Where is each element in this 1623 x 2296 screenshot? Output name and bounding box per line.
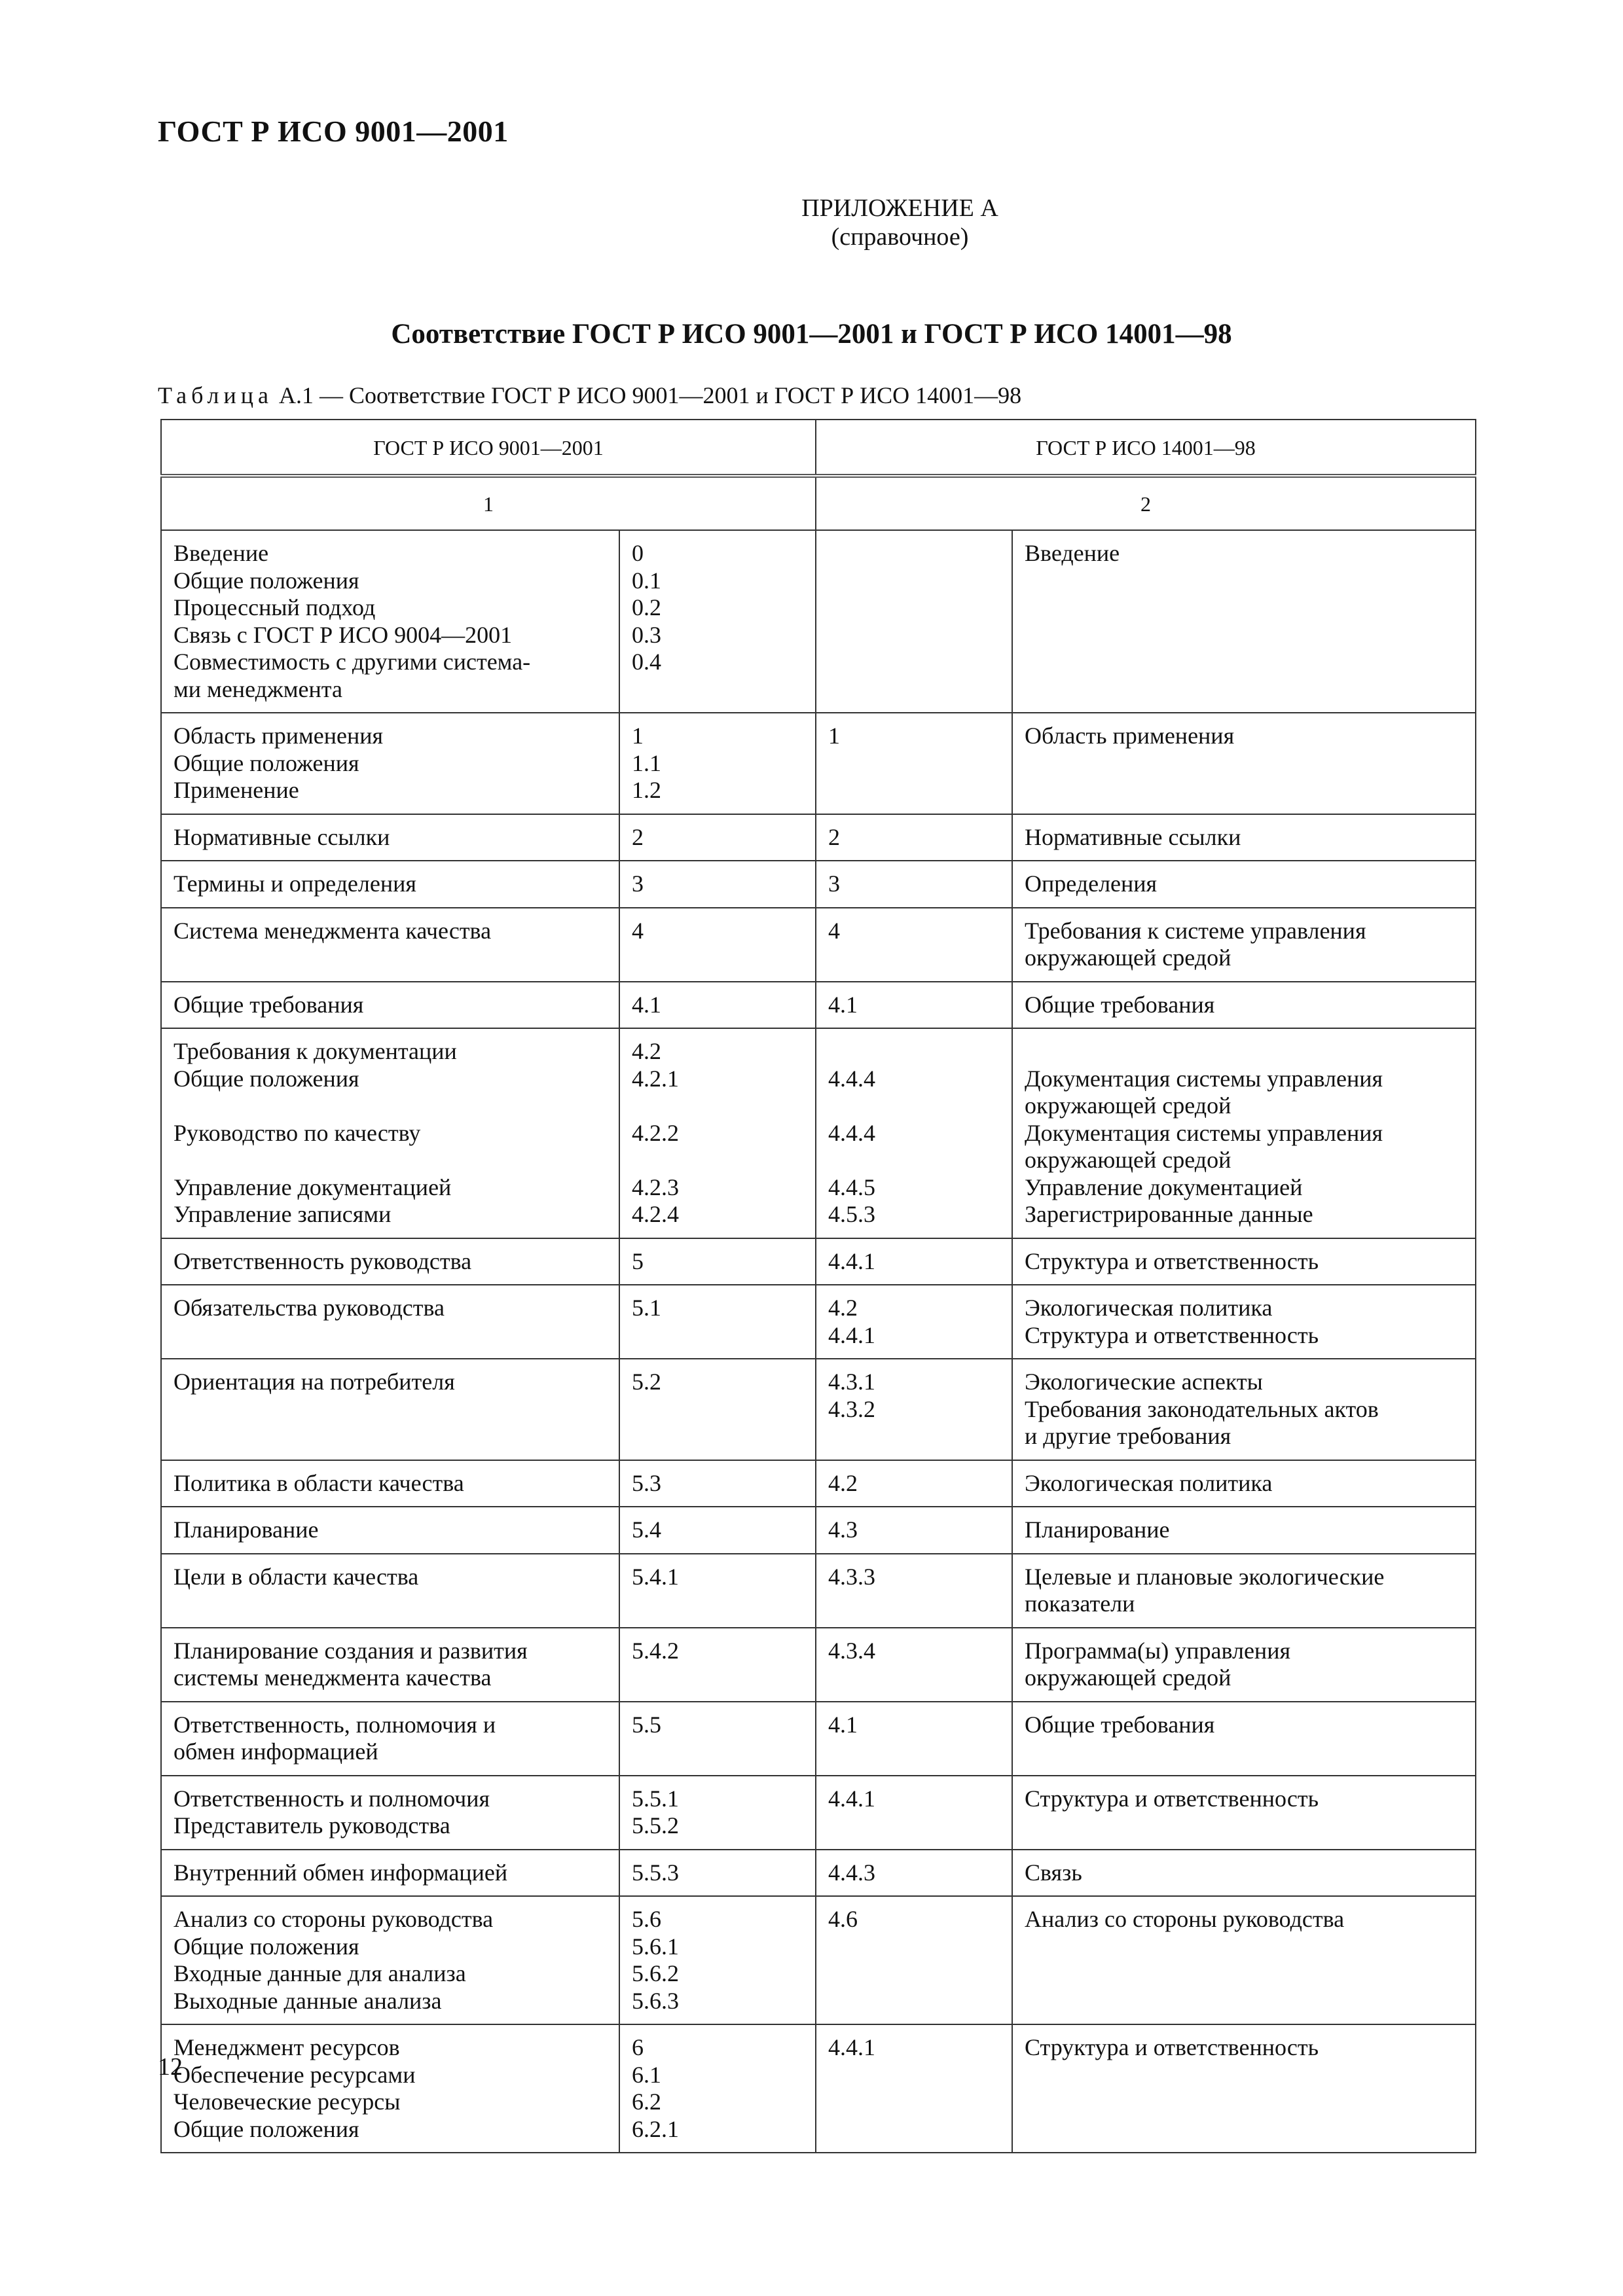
gost-14001-clause-name: Область применения <box>1025 723 1235 749</box>
gost-9001-clause-number: 5 <box>632 1247 644 1274</box>
gost-9001-clause-number-cell <box>619 1285 816 1359</box>
gost-14001-clause-number-cell <box>816 1850 1012 1897</box>
gost-14001-clause-name: Экологическая политика <box>1025 1469 1273 1496</box>
table-row <box>161 1460 1476 1507</box>
gost-9001-clause-name: Ответственность руководства <box>173 1247 472 1274</box>
gost-9001-clause-number: 5.4.1 <box>632 1563 679 1590</box>
gost-14001-clause-name: Документация системы управления <box>1025 1065 1383 1092</box>
gost-9001-clause-number: 5.6.2 <box>632 1960 679 1986</box>
appendix-subtitle: (справочное) <box>831 223 969 251</box>
gost-14001-clause-name: Целевые и плановые экологические <box>1025 1563 1385 1590</box>
gost-9001-clause-name: Нормативные ссылки <box>173 823 390 850</box>
gost-14001-clause-name-cell <box>1012 1554 1476 1628</box>
gost-14001-clause-name-cell <box>1012 2024 1476 2153</box>
header-gost-9001: ГОСТ Р ИСО 9001—2001 <box>161 420 816 476</box>
gost-9001-clause-number: 5.3 <box>632 1469 661 1496</box>
gost-14001-clause-name: Требования законодательных актов <box>1025 1395 1379 1422</box>
table-row <box>161 1359 1476 1460</box>
gost-9001-clause-name-cell <box>161 861 619 908</box>
table-row <box>161 1507 1476 1554</box>
gost-9001-clause-name: Общие положения <box>173 567 359 594</box>
gost-14001-clause-number: 4.4.1 <box>828 1321 876 1348</box>
table-row <box>161 1628 1476 1702</box>
gost-9001-clause-number-cell <box>619 1359 816 1460</box>
gost-9001-clause-name-cell <box>161 713 619 814</box>
gost-9001-clause-name-cell <box>161 1702 619 1776</box>
gost-9001-clause-number-cell <box>619 713 816 814</box>
gost-9001-clause-name: Общие положения <box>173 2115 359 2142</box>
gost-9001-clause-number-cell <box>619 908 816 982</box>
gost-9001-clause-number: 5.6 <box>632 1906 661 1932</box>
gost-14001-clause-name: Общие требования <box>1025 1711 1215 1738</box>
gost-14001-clause-number: 4 <box>828 917 841 944</box>
gost-14001-clause-number-cell <box>816 1285 1012 1359</box>
gost-14001-clause-name: Введение <box>1025 540 1120 566</box>
gost-9001-clause-number: 1 <box>632 723 644 749</box>
gost-9001-clause-number: 4.2.1 <box>632 1065 679 1092</box>
gost-14001-clause-number: 4.5.3 <box>828 1201 876 1227</box>
gost-14001-clause-name: Связь <box>1025 1859 1082 1886</box>
appendix-title: ПРИЛОЖЕНИЕ А <box>801 194 998 222</box>
gost-14001-clause-number-cell <box>816 530 1012 713</box>
gost-14001-clause-number: 1 <box>828 723 841 749</box>
gost-9001-clause-name: Управление документацией <box>173 1174 452 1200</box>
gost-14001-clause-name-cell <box>1012 713 1476 814</box>
gost-14001-clause-number-cell <box>816 2024 1012 2153</box>
table-caption-text: А.1 — Соответствие ГОСТ Р ИСО 9001—2001 и ГОСТ Р ИСО 14001—98 <box>278 382 1022 408</box>
column-number-1: 1 <box>161 476 816 531</box>
gost-9001-clause-number: 1.1 <box>632 749 661 776</box>
gost-9001-clause-number: 4 <box>632 917 644 944</box>
gost-9001-clause-number: 4.2.3 <box>632 1174 679 1200</box>
gost-14001-clause-number-cell <box>816 814 1012 861</box>
gost-9001-clause-number: 6.2.1 <box>632 2115 679 2142</box>
gost-14001-clause-name: Экологическая политика <box>1025 1295 1273 1321</box>
gost-14001-clause-number-cell <box>816 1238 1012 1285</box>
table-row <box>161 1896 1476 2024</box>
gost-14001-clause-name: Программа(ы) управления <box>1025 1637 1291 1664</box>
table-row <box>161 530 1476 713</box>
gost-9001-clause-name <box>173 1092 608 1120</box>
gost-9001-clause-name: Общие требования <box>173 991 364 1018</box>
gost-9001-clause-name: обмен информацией <box>173 1738 378 1765</box>
gost-14001-clause-name: Определения <box>1025 870 1158 897</box>
table-row <box>161 2024 1476 2153</box>
appendix-title-block <box>0 194 1623 251</box>
table-row <box>161 1285 1476 1359</box>
table-row <box>161 1028 1476 1238</box>
gost-14001-clause-number: 4.3 <box>828 1516 858 1543</box>
gost-9001-clause-name-cell <box>161 1285 619 1359</box>
gost-14001-clause-number: 4.4.5 <box>828 1174 876 1200</box>
gost-9001-clause-number: 5.4 <box>632 1516 661 1543</box>
gost-14001-clause-name: Документация системы управления <box>1025 1119 1383 1146</box>
gost-14001-clause-name-cell <box>1012 1238 1476 1285</box>
gost-9001-clause-number: 0.4 <box>632 649 661 675</box>
gost-9001-clause-name: Общие положения <box>173 1933 359 1960</box>
gost-14001-clause-name: Структура и ответственность <box>1025 1785 1319 1812</box>
gost-9001-clause-name: Термины и определения <box>173 870 416 897</box>
gost-14001-clause-name-cell <box>1012 1285 1476 1359</box>
gost-14001-clause-name: Структура и ответственность <box>1025 1247 1319 1274</box>
gost-9001-clause-number-cell <box>619 1776 816 1850</box>
gost-9001-clause-number-cell <box>619 1702 816 1776</box>
page-number: 12 <box>158 2053 183 2081</box>
table-row <box>161 1554 1476 1628</box>
gost-14001-clause-number: 4.3.4 <box>828 1637 876 1664</box>
table-row <box>161 1776 1476 1850</box>
gost-14001-clause-number: 4.2 <box>828 1295 858 1321</box>
gost-9001-clause-number: 5.5 <box>632 1711 661 1738</box>
gost-9001-clause-name: Представитель руководства <box>173 1812 450 1839</box>
gost-14001-clause-name: Нормативные ссылки <box>1025 823 1241 850</box>
gost-9001-clause-name: Внутренний обмен информацией <box>173 1859 508 1886</box>
gost-9001-clause-number-cell <box>619 2024 816 2153</box>
gost-9001-clause-number: 5.5.3 <box>632 1859 679 1886</box>
gost-14001-clause-name-cell <box>1012 1460 1476 1507</box>
table-row <box>161 982 1476 1029</box>
gost-9001-clause-number: 6.2 <box>632 2089 661 2115</box>
gost-9001-clause-number: 0.2 <box>632 594 661 620</box>
gost-9001-clause-number-cell <box>619 982 816 1029</box>
gost-14001-clause-number-cell <box>816 1460 1012 1507</box>
gost-9001-clause-name: Процессный подход <box>173 594 376 620</box>
gost-14001-clause-number: 4.1 <box>828 991 858 1018</box>
gost-9001-clause-name-cell <box>161 1028 619 1238</box>
gost-14001-clause-number: 4.3.3 <box>828 1563 876 1590</box>
gost-9001-clause-name-cell <box>161 1776 619 1850</box>
gost-9001-clause-number: 5.1 <box>632 1295 661 1321</box>
gost-9001-clause-name-cell <box>161 1554 619 1628</box>
gost-14001-clause-number-cell <box>816 1028 1012 1238</box>
gost-9001-clause-number-cell <box>619 1896 816 2024</box>
gost-14001-clause-name: Анализ со стороны руководства <box>1025 1906 1345 1932</box>
gost-9001-clause-number: 4.2.2 <box>632 1119 679 1146</box>
gost-14001-clause-name-cell <box>1012 1028 1476 1238</box>
gost-9001-clause-number: 5.5.1 <box>632 1785 679 1812</box>
gost-14001-clause-number: 4.4.1 <box>828 1785 876 1812</box>
gost-14001-clause-number: 4.6 <box>828 1906 858 1932</box>
gost-9001-clause-name: Менеджмент ресурсов <box>173 2034 400 2060</box>
gost-9001-clause-number <box>632 1147 805 1174</box>
table-header-row <box>161 420 1476 476</box>
gost-9001-clause-number: 5.2 <box>632 1369 661 1395</box>
gost-9001-clause-number-cell <box>619 1554 816 1628</box>
gost-14001-clause-number: 4.4.3 <box>828 1859 876 1886</box>
gost-14001-clause-number: 4.4.4 <box>828 1065 876 1092</box>
gost-14001-clause-number: 4.4.1 <box>828 2034 876 2060</box>
gost-14001-clause-name: окружающей средой <box>1025 1092 1231 1119</box>
gost-9001-clause-name: Планирование <box>173 1516 319 1543</box>
gost-9001-clause-number-cell <box>619 1628 816 1702</box>
gost-9001-clause-number: 4.2 <box>632 1038 661 1064</box>
gost-9001-clause-number-cell <box>619 1507 816 1554</box>
gost-14001-clause-name: Зарегистрированные данные <box>1025 1201 1313 1227</box>
gost-9001-clause-number: 0.3 <box>632 621 661 648</box>
gost-14001-clause-number: 4.3.1 <box>828 1369 876 1395</box>
gost-9001-clause-name-cell <box>161 1460 619 1507</box>
gost-14001-clause-number-cell <box>816 908 1012 982</box>
gost-9001-clause-name: Управление записями <box>173 1201 392 1227</box>
gost-14001-clause-number: 4.4.4 <box>828 1119 876 1146</box>
gost-9001-clause-number-cell <box>619 1238 816 1285</box>
gost-14001-clause-number-cell <box>816 1359 1012 1460</box>
gost-9001-clause-number-cell <box>619 530 816 713</box>
gost-9001-clause-number: 2 <box>632 823 644 850</box>
gost-9001-clause-name-cell <box>161 1628 619 1702</box>
table-row <box>161 1850 1476 1897</box>
gost-9001-clause-number: 1.2 <box>632 777 661 803</box>
gost-9001-clause-number: 5.5.2 <box>632 1812 679 1839</box>
gost-9001-clause-name: Входные данные для анализа <box>173 1960 466 1986</box>
gost-14001-clause-number-cell <box>816 1554 1012 1628</box>
gost-9001-clause-name-cell <box>161 2024 619 2153</box>
gost-14001-clause-number-cell <box>816 1628 1012 1702</box>
gost-14001-clause-number: 4.2 <box>828 1469 858 1496</box>
gost-9001-clause-number: 0.1 <box>632 567 661 594</box>
gost-9001-clause-name: Руководство по качеству <box>173 1119 421 1146</box>
table-row <box>161 861 1476 908</box>
column-number-2: 2 <box>816 476 1476 531</box>
gost-9001-clause-name: ми менеджмента <box>173 675 342 702</box>
gost-9001-clause-number: 5.6.1 <box>632 1933 679 1960</box>
gost-9001-clause-number-cell <box>619 1460 816 1507</box>
gost-9001-clause-number: 5.6.3 <box>632 1987 679 2014</box>
gost-9001-clause-name-cell <box>161 1896 619 2024</box>
gost-14001-clause-number: 3 <box>828 870 841 897</box>
gost-14001-clause-name: показатели <box>1025 1590 1135 1617</box>
gost-14001-clause-number <box>828 1147 1001 1174</box>
column-number-row <box>161 476 1476 531</box>
gost-9001-clause-name-cell <box>161 1507 619 1554</box>
gost-9001-clause-name-cell <box>161 530 619 713</box>
gost-9001-clause-name: Человеческие ресурсы <box>173 2089 401 2115</box>
table-row <box>161 908 1476 982</box>
gost-14001-clause-name-cell <box>1012 982 1476 1029</box>
gost-9001-clause-name: Политика в области качества <box>173 1469 464 1496</box>
gost-9001-clause-number: 0 <box>632 540 644 566</box>
gost-14001-clause-name-cell <box>1012 1896 1476 2024</box>
gost-14001-clause-name-cell <box>1012 1776 1476 1850</box>
gost-9001-clause-number: 4.1 <box>632 991 661 1018</box>
gost-9001-clause-number <box>632 1092 805 1120</box>
gost-14001-clause-name-cell <box>1012 1702 1476 1776</box>
gost-14001-clause-number <box>828 1038 1001 1066</box>
gost-14001-clause-number: 4.3.2 <box>828 1395 876 1422</box>
gost-14001-clause-name: окружающей средой <box>1025 1147 1231 1173</box>
gost-9001-clause-number: 6.1 <box>632 2061 661 2088</box>
gost-9001-clause-name: Общие положения <box>173 1065 359 1092</box>
gost-9001-clause-number-cell <box>619 861 816 908</box>
gost-9001-clause-number-cell <box>619 1028 816 1238</box>
gost-9001-clause-name: Связь с ГОСТ Р ИСО 9004—2001 <box>173 621 513 648</box>
gost-9001-clause-name-cell <box>161 1238 619 1285</box>
gost-14001-clause-number: 4.4.1 <box>828 1247 876 1274</box>
gost-14001-clause-number-cell <box>816 1776 1012 1850</box>
gost-9001-clause-name: Применение <box>173 777 299 803</box>
gost-14001-clause-name: Структура и ответственность <box>1025 2034 1319 2060</box>
gost-9001-clause-name: Система менеджмента качества <box>173 917 492 944</box>
gost-14001-clause-number: 4.1 <box>828 1711 858 1738</box>
gost-14001-clause-name: окружающей средой <box>1025 944 1231 971</box>
gost-9001-clause-name: Выходные данные анализа <box>173 1987 442 2014</box>
gost-9001-clause-name <box>173 1147 608 1174</box>
gost-9001-clause-name: Цели в области качества <box>173 1563 419 1590</box>
gost-9001-clause-name: Общие положения <box>173 749 359 776</box>
gost-9001-clause-name: системы менеджмента качества <box>173 1664 492 1691</box>
gost-14001-clause-name-cell <box>1012 1628 1476 1702</box>
gost-9001-clause-number: 3 <box>632 870 644 897</box>
gost-9001-clause-name-cell <box>161 982 619 1029</box>
gost-14001-clause-number: 2 <box>828 823 841 850</box>
table-body <box>161 530 1476 2153</box>
table-row <box>161 713 1476 814</box>
gost-9001-clause-number: 5.4.2 <box>632 1637 679 1664</box>
gost-9001-clause-number-cell <box>619 814 816 861</box>
gost-9001-clause-name: Обеспечение ресурсами <box>173 2061 416 2088</box>
gost-9001-clause-number-cell <box>619 1850 816 1897</box>
gost-14001-clause-name-cell <box>1012 530 1476 713</box>
gost-9001-clause-name: Совместимость с другими система- <box>173 649 531 675</box>
gost-9001-clause-name: Ответственность, полномочия и <box>173 1711 496 1738</box>
document-code: ГОСТ Р ИСО 9001—2001 <box>158 115 509 148</box>
gost-14001-clause-name-cell <box>1012 1507 1476 1554</box>
gost-14001-clause-name-cell <box>1012 908 1476 982</box>
gost-14001-clause-number-cell <box>816 713 1012 814</box>
gost-14001-clause-name: и другие требования <box>1025 1423 1231 1449</box>
gost-14001-clause-name: Планирование <box>1025 1516 1170 1543</box>
gost-14001-clause-name: Требования к системе управления <box>1025 917 1366 944</box>
gost-9001-clause-name-cell <box>161 1850 619 1897</box>
gost-14001-clause-name: Структура и ответственность <box>1025 1321 1319 1348</box>
gost-9001-clause-name: Ответственность и полномочия <box>173 1785 490 1812</box>
table-caption <box>158 382 1021 409</box>
gost-14001-clause-name-cell <box>1012 1850 1476 1897</box>
gost-14001-clause-name-cell <box>1012 814 1476 861</box>
gost-14001-clause-name-cell <box>1012 1359 1476 1460</box>
gost-14001-clause-name: Экологические аспекты <box>1025 1369 1263 1395</box>
gost-14001-clause-name: Управление документацией <box>1025 1174 1303 1200</box>
gost-14001-clause-number <box>828 1092 1001 1120</box>
gost-9001-clause-name: Обязательства руководства <box>173 1295 445 1321</box>
table-row <box>161 814 1476 861</box>
gost-14001-clause-number-cell <box>816 1702 1012 1776</box>
header-gost-14001: ГОСТ Р ИСО 14001—98 <box>816 420 1476 476</box>
gost-9001-clause-name-cell <box>161 1359 619 1460</box>
gost-14001-clause-number-cell <box>816 861 1012 908</box>
gost-9001-clause-name: Область применения <box>173 723 384 749</box>
gost-9001-clause-name-cell <box>161 908 619 982</box>
table-caption-label: Таблица <box>158 382 273 408</box>
table-row <box>161 1238 1476 1285</box>
gost-9001-clause-name: Планирование создания и развития <box>173 1637 528 1664</box>
gost-14001-clause-number-cell <box>816 1896 1012 2024</box>
gost-14001-clause-name-cell <box>1012 861 1476 908</box>
correspondence-table <box>160 419 1476 2153</box>
gost-9001-clause-name: Введение <box>173 540 269 566</box>
gost-9001-clause-number: 6 <box>632 2034 644 2060</box>
gost-14001-clause-number-cell <box>816 1507 1012 1554</box>
gost-9001-clause-name-cell <box>161 814 619 861</box>
gost-14001-clause-name <box>1025 1038 1465 1066</box>
gost-9001-clause-number: 4.2.4 <box>632 1201 679 1227</box>
gost-9001-clause-name: Анализ со стороны руководства <box>173 1906 494 1932</box>
gost-14001-clause-name: окружающей средой <box>1025 1664 1231 1691</box>
gost-14001-clause-number-cell <box>816 982 1012 1029</box>
gost-9001-clause-name: Ориентация на потребителя <box>173 1369 455 1395</box>
gost-14001-clause-name: Общие требования <box>1025 991 1215 1018</box>
gost-9001-clause-name: Требования к документации <box>173 1038 457 1064</box>
table-row <box>161 1702 1476 1776</box>
section-heading: Соответствие ГОСТ Р ИСО 9001—2001 и ГОСТ Р ИСО 14001—98 <box>391 319 1232 350</box>
